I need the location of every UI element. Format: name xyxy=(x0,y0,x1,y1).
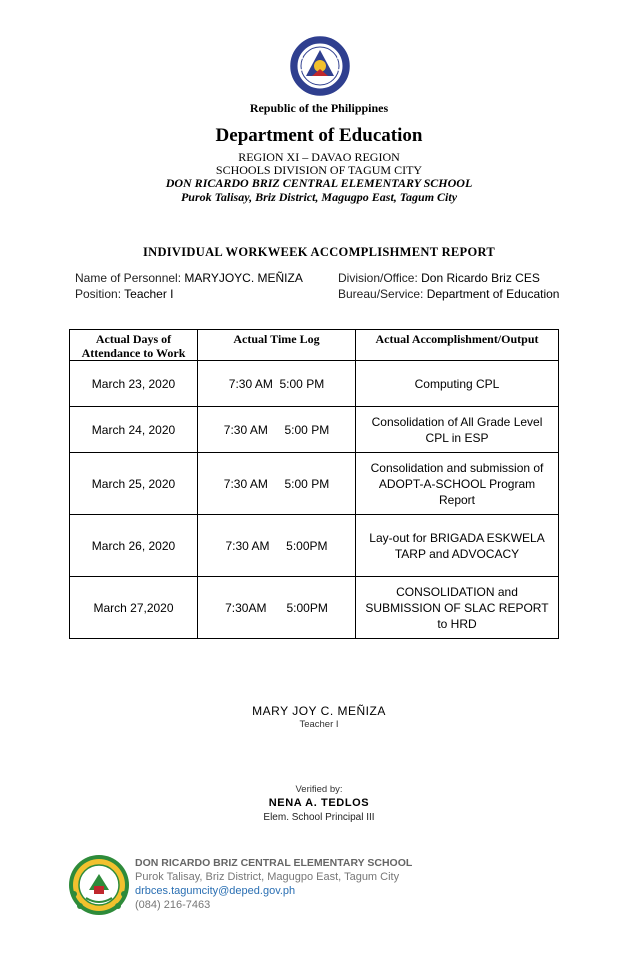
row-time-log xyxy=(198,453,356,515)
verifier-position: Elem. School Principal III xyxy=(263,812,375,823)
school-address: Purok Talisay, Briz District, Magugpo East, Tagum City xyxy=(180,190,458,204)
footer-email-link[interactable]: drbces.tagumcity@deped.gov.ph xyxy=(135,885,296,897)
school-name: DON RICARDO BRIZ CENTRAL ELEMENTARY SCHOOL xyxy=(165,176,473,190)
report-title: INDIVIDUAL WORKWEEK ACCOMPLISHMENT REPORT xyxy=(142,245,496,259)
row-time-log xyxy=(198,577,356,639)
accomplishment-table xyxy=(69,329,559,639)
republic-label: Republic of the Philippines xyxy=(249,101,389,115)
footer-school-name: DON RICARDO BRIZ CENTRAL ELEMENTARY SCHOOL xyxy=(135,857,413,869)
signatory-position: Teacher I xyxy=(299,719,339,730)
personnel-name-label: Name of Personnel: xyxy=(75,271,185,285)
row-output: Consolidation of All Grade Level CPL in ESP xyxy=(356,407,559,453)
row-output: CONSOLIDATION and SUBMISSION OF SLAC REPORT to HRD xyxy=(356,577,559,639)
row-output: Computing CPL xyxy=(356,361,559,407)
footer-address: Purok Talisay, Briz District, Magugpo East, Tagum City xyxy=(135,871,400,883)
header-accomplishment: Actual Accomplishment/Output xyxy=(356,330,559,361)
row-time-log xyxy=(198,407,356,453)
deped-seal-icon xyxy=(290,36,350,96)
department-title: Department of Education xyxy=(215,125,423,146)
time-in: 7:30 AM xyxy=(228,376,273,391)
table-row xyxy=(70,577,559,639)
time-out: 5:00 PM xyxy=(284,422,330,437)
row-date: March 26, 2020 xyxy=(70,515,198,577)
table-row xyxy=(70,361,559,407)
bureau-service-label: Bureau/Service: xyxy=(338,287,427,301)
table-row xyxy=(70,407,559,453)
row-output: Lay-out for BRIGADA ESKWELA TARP and ADVOCACY xyxy=(356,515,559,577)
row-output: Consolidation and submission of ADOPT-A-SCHOOL Program Report xyxy=(356,453,559,515)
time-in: 7:30AM xyxy=(225,600,267,615)
division-office-value: Don Ricardo Briz CES xyxy=(421,271,540,285)
division-office-label: Division/Office: xyxy=(338,271,422,285)
time-out: 5:00PM xyxy=(286,600,328,615)
division-label: SCHOOLS DIVISION OF TAGUM CITY xyxy=(215,163,423,177)
time-in: 7:30 AM xyxy=(223,476,268,491)
bureau-service xyxy=(338,286,559,302)
personnel-position xyxy=(75,286,174,302)
time-out: 5:00 PM xyxy=(279,376,325,391)
footer-phone: (084) 216-7463 xyxy=(135,899,211,911)
bureau-service-value: Department of Education xyxy=(426,287,560,301)
school-logo-icon xyxy=(68,854,130,916)
personnel-name-value: MARYJOYC. MEÑIZA xyxy=(184,271,303,285)
table-header-row xyxy=(70,330,559,361)
table-row xyxy=(70,515,559,577)
row-date: March 24, 2020 xyxy=(70,407,198,453)
time-out: 5:00 PM xyxy=(284,476,330,491)
time-in: 7:30 AM xyxy=(225,538,270,553)
personnel-position-label: Position: xyxy=(75,287,125,301)
row-time-log xyxy=(198,515,356,577)
header-days: Actual Days of Attendance to Work xyxy=(70,330,198,361)
time-in: 7:30 AM xyxy=(223,422,268,437)
table-row xyxy=(70,453,559,515)
verified-by-label: Verified by: xyxy=(295,784,343,795)
signatory-name: MARY JOY C. MEÑIZA xyxy=(252,704,386,718)
personnel-position-value: Teacher I xyxy=(124,287,174,301)
row-date: March 25, 2020 xyxy=(70,453,198,515)
verifier-name: NENA A. TEDLOS xyxy=(268,797,370,809)
time-out: 5:00PM xyxy=(286,538,328,553)
row-time-log xyxy=(198,361,356,407)
region-label: REGION XI – DAVAO REGION xyxy=(238,150,400,164)
row-date: March 23, 2020 xyxy=(70,361,198,407)
row-date: March 27,2020 xyxy=(70,577,198,639)
division-office xyxy=(338,270,540,286)
personnel-name xyxy=(75,270,303,286)
header-time-log: Actual Time Log xyxy=(198,330,356,361)
